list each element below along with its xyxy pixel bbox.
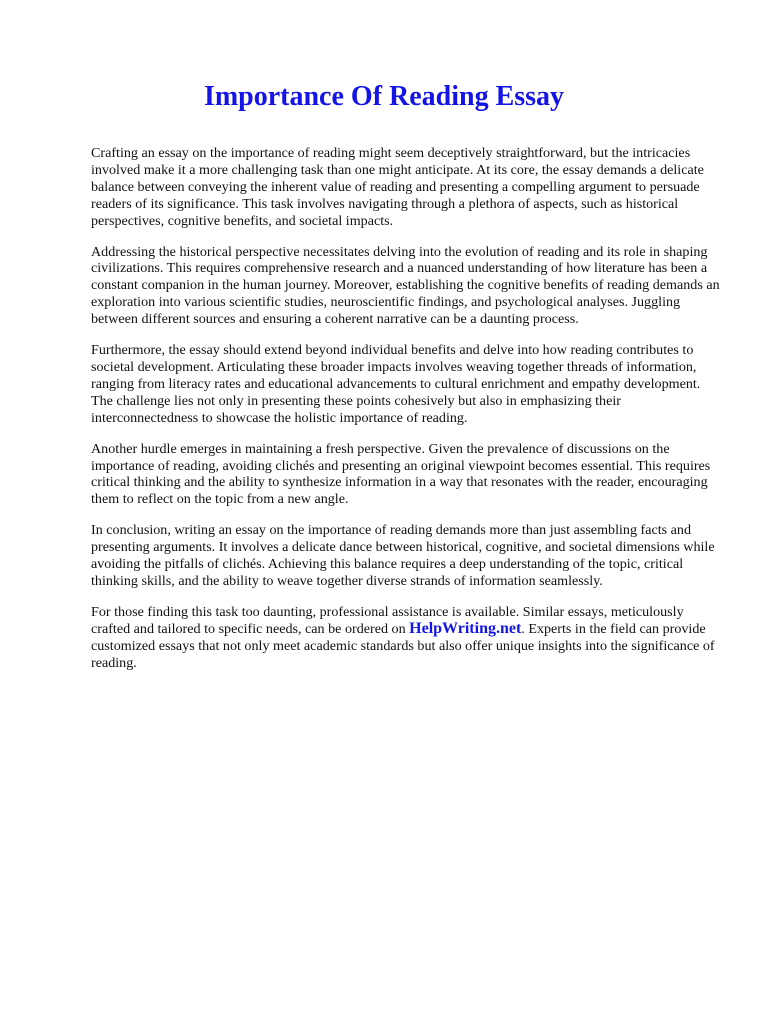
paragraph-4: Another hurdle emerges in maintaining a fresh perspective. Given the prevalence of discussions on the importance of reading, avoiding clichés and presenting an original viewpoint becomes essential. This requires critical thinking and the ability to synthesize information in a way that resonates with the reader, encouraging them to reflect on the topic from a new angle. bbox=[91, 440, 711, 508]
paragraph-2: Addressing the historical perspective necessitates delving into the evolution of reading and its role in shaping civilizations. This requires comprehensive research and a nuanced understanding of how literature has been a constant companion in the human journey. Moreover, establishing the cognitive benefits of reading demands an exploration into various scientific studies, neuroscientific findings, and psychological analyses. Juggling between different sources and ensuring a coherent narrative can be a daunting process. bbox=[91, 243, 720, 328]
paragraph-1: Crafting an essay on the importance of reading might seem deceptively straightforward, but the intricacies involved make it a more challenging task than one might anticipate. At its core, the essay demands a delicate balance between conveying the inherent value of reading and presenting a compelling argument to persuade readers of its significance. This task involves navigating through a plethora of aspects, such as historical perspectives, cognitive benefits, and societal impacts. bbox=[91, 145, 704, 229]
paragraph-6-text-before-link: For those finding this task too daunting, professional assistance is available. Similar essays, meticulously crafted and tailored to specific needs, can be ordered on bbox=[91, 603, 684, 637]
paragraph-3: Furthermore, the essay should extend beyond individual benefits and delve into how reading contributes to societal development. Articulating these broader impacts involves weaving together threads of information, ranging from literacy rates and educational advancements to cultural enrichment and empathy development. The challenge lies not only in presenting these points cohesively but also in emphasizing their interconnectedness to showcase the holistic importance of reading. bbox=[91, 342, 701, 426]
page-title: Importance Of Reading Essay bbox=[203, 81, 565, 112]
paragraph-5: In conclusion, writing an essay on the importance of reading demands more than just assembling facts and presenting arguments. It involves a delicate dance between historical, cognitive, and societal dimensions while avoiding the pitfalls of clichés. Achieving this balance requires a deep understanding of the topic, critical thinking skills, and the ability to weave together diverse strands of information seamlessly. bbox=[91, 522, 715, 589]
paragraph-6 bbox=[91, 604, 723, 672]
essay-body bbox=[91, 145, 723, 685]
helpwriting-link[interactable]: HelpWriting.net bbox=[409, 619, 522, 637]
paragraph-6-text-after-link: . Experts in the field can provide customized essays that not only meet academic standards but also offer unique insights into the significance of reading. bbox=[91, 620, 715, 671]
